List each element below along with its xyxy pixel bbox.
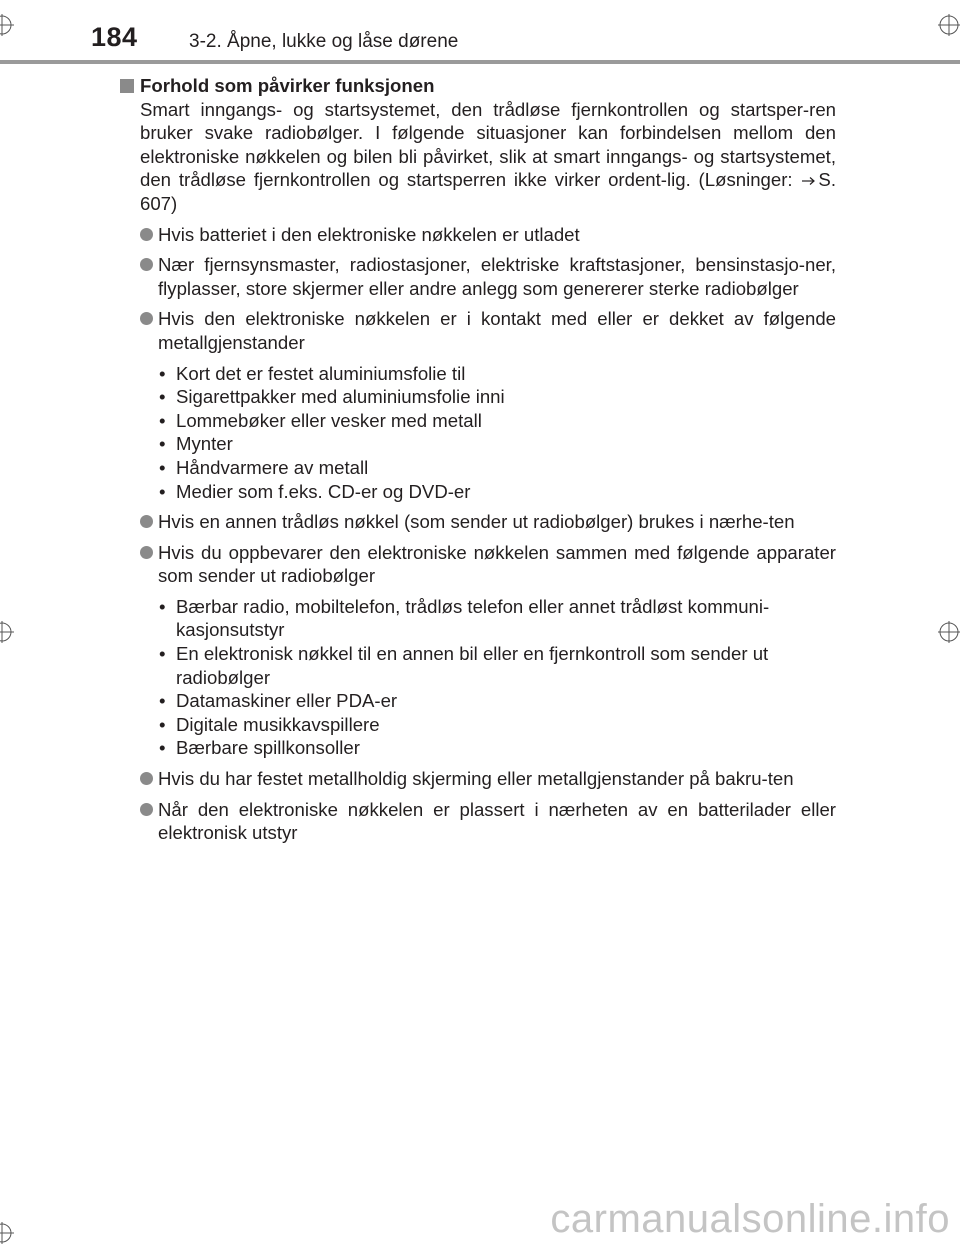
page-reference-link[interactable]: S. 607)	[140, 169, 836, 214]
registration-mark-top-left	[0, 14, 20, 36]
section-title: 3-2. Åpne, lukke og låse dørene	[189, 31, 459, 52]
list-item	[120, 798, 836, 845]
circle-bullet-icon	[140, 515, 153, 528]
list-item	[120, 223, 836, 247]
registration-mark-mid-left	[0, 621, 20, 643]
sub-bullet-item: • En elektronisk nøkkel til en annen bil eller en fjernkontroll som sender ut radiobølger	[120, 642, 836, 689]
watermark: carmanualsonline.info	[550, 1197, 950, 1241]
sub-bullet-item: • Medier som f.eks. CD-er og DVD-er	[120, 480, 836, 504]
intro-paragraph	[120, 98, 836, 216]
arrow-right-icon	[802, 168, 816, 192]
circle-bullet-icon	[140, 772, 153, 785]
sub-bullet-item: • Kort det er festet aluminiumsfolie til	[120, 362, 836, 386]
square-bullet-icon	[120, 79, 134, 93]
circle-bullet-icon	[140, 258, 153, 271]
list-item	[120, 510, 836, 534]
page-content	[120, 74, 836, 852]
list-item-text: Nær fjernsynsmaster, radiostasjoner, elektriske kraftstasjoner, bensinstasjo-ner, flyplasser, store skjermer eller andre anlegg som genererer sterke radiobølger	[158, 254, 836, 299]
sub-bullet-list	[120, 595, 836, 760]
header-rule	[0, 60, 960, 64]
sub-bullet-item: • Bærbare spillkonsoller	[120, 736, 836, 760]
sub-bullet-item: • Mynter	[120, 432, 836, 456]
sub-bullet-item: • Sigarettpakker med aluminiumsfolie inni	[120, 385, 836, 409]
list-item	[120, 307, 836, 354]
sub-bullet-list	[120, 362, 836, 504]
sub-bullet-item: • Lommebøker eller vesker med metall	[120, 409, 836, 433]
registration-mark-top-right	[938, 14, 960, 36]
registration-mark-bottom-left	[0, 1222, 20, 1244]
sub-bullet-item: • Datamaskiner eller PDA-er	[120, 689, 836, 713]
list-item-text: Når den elektroniske nøkkelen er plassert i nærheten av en batterilader eller elektronisk utstyr	[158, 798, 836, 844]
list-item	[120, 767, 836, 791]
intro-text: Smart inngangs- og startsystemet, den trådløse fjernkontrollen og startsper-ren bruker svake radiobølger. I følgende situasjoner kan forbindelsen mellom den elektroniske nøkkelen og bilen bli påvirket, slik at smart inngangs- og startsystemet, den trådløse fjernkontrollen og startsperren ikke virker ordent-lig. (Løsninger:	[140, 98, 836, 191]
circle-bullet-icon	[140, 312, 153, 325]
list-item-text: Hvis batteriet i den elektroniske nøkkelen er utladet	[158, 223, 580, 245]
circle-bullet-icon	[140, 546, 153, 559]
list-item-text: Hvis du har festet metallholdig skjerming eller metallgjenstander på bakru-ten	[158, 768, 794, 790]
list-item-text: Hvis du oppbevarer den elektroniske nøkkelen sammen med følgende apparater som sender ut radiobølger	[158, 541, 836, 587]
registration-mark-mid-right	[938, 621, 960, 643]
section-heading-text: Forhold som påvirker funksjonen	[140, 75, 435, 96]
page-number: 184	[91, 22, 138, 52]
circle-bullet-icon	[140, 228, 153, 241]
circle-bullet-icon	[140, 803, 153, 816]
list-item-text: Hvis den elektroniske nøkkelen er i kontakt med eller er dekket av følgende metallgjenstander	[158, 308, 836, 353]
sub-bullet-item: • Håndvarmere av metall	[120, 456, 836, 480]
sub-bullet-item: • Digitale musikkavspillere	[120, 713, 836, 737]
list-item	[120, 253, 836, 300]
sub-bullet-item: • Bærbar radio, mobiltelefon, trådløs telefon eller annet trådløst kommuni-kasjonsutstyr	[120, 595, 836, 642]
list-item	[120, 541, 836, 588]
section-heading	[120, 74, 836, 98]
list-item-text: Hvis en annen trådløs nøkkel (som sender ut radiobølger) brukes i nærhe-ten	[158, 511, 795, 533]
